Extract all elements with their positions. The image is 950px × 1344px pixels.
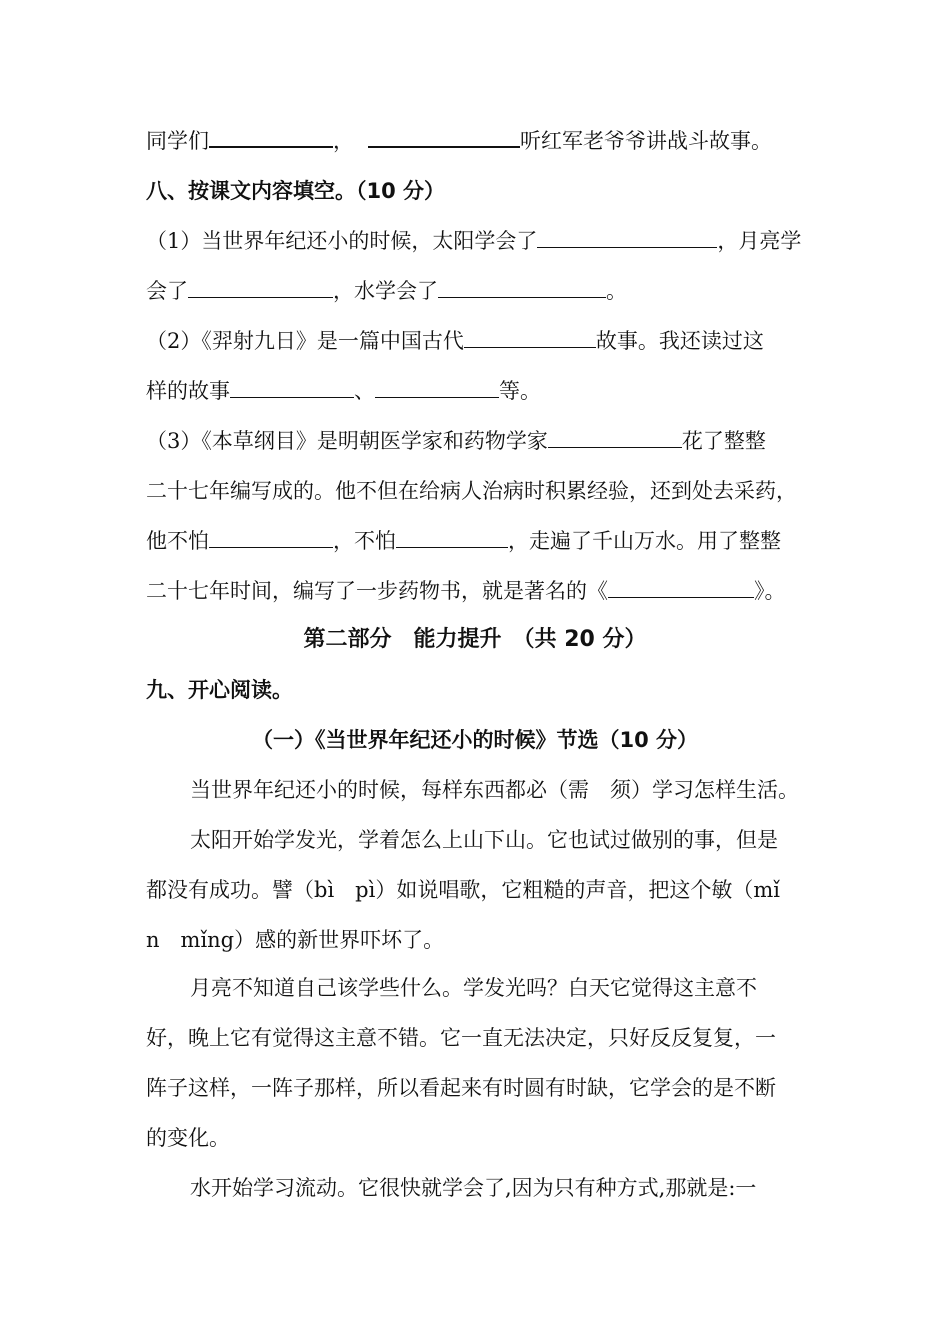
text-fragment: 。	[606, 279, 627, 303]
text-fragment: ，	[333, 129, 354, 153]
text-fragment: （3）《本草纲目》是明朝医学家和药物学家	[146, 429, 548, 453]
section-heading-8: 八、按课文内容填空。（10 分）	[146, 179, 446, 203]
answer-blank[interactable]	[396, 529, 508, 548]
answer-blank[interactable]	[608, 579, 754, 598]
text-fragment: （2）《羿射九日》是一篇中国古代	[146, 329, 464, 353]
text-line	[146, 276, 627, 306]
text-fragment: 同学们	[146, 129, 209, 153]
text-fragment: 样的故事	[146, 379, 230, 403]
question-1	[146, 226, 801, 256]
text-fragment: 听红军老爷爷讲战斗故事。	[520, 129, 772, 153]
text-fragment: ，走遍了千山万水。用了整整	[508, 529, 781, 553]
text-line	[146, 576, 786, 606]
paragraph-line: 月亮不知道自己该学些什么。学发光吗？白天它觉得这主意不	[190, 976, 757, 1000]
answer-blank[interactable]	[464, 329, 596, 348]
text-line	[146, 126, 772, 156]
answer-blank[interactable]	[375, 379, 499, 398]
text-fragment: 会了	[146, 279, 188, 303]
answer-blank[interactable]	[188, 279, 333, 298]
part-title: 第二部分 能力提升 （共 20 分）	[303, 627, 647, 652]
text-fragment: （1）当世界年纪还小的时候，太阳学会了	[146, 229, 538, 253]
answer-blank[interactable]	[230, 379, 354, 398]
question-3	[146, 426, 766, 456]
text-fragment: 二十七年时间，编写了一步药物书，就是著名的《	[146, 579, 608, 603]
answer-blank[interactable]	[209, 128, 333, 148]
paragraph-line: 当世界年纪还小的时候，每样东西都必（需 须）学习怎样生活。	[190, 778, 799, 802]
paragraph-line: 阵子这样，一阵子那样，所以看起来有时圆有时缺，它学会的是不断	[146, 1076, 776, 1100]
answer-blank[interactable]	[438, 279, 606, 298]
paragraph-line: 太阳开始学发光，学着怎么上山下山。它也试过做别的事，但是	[190, 828, 778, 852]
text-line	[146, 526, 781, 556]
section-heading-9: 九、开心阅读。	[146, 678, 293, 702]
answer-blank[interactable]	[548, 429, 682, 448]
paragraph-line: 水开始学习流动。它很快就学会了,因为只有种方式,那就是:一	[190, 1176, 757, 1200]
paragraph-line: 的变化。	[146, 1126, 230, 1150]
text-line: 二十七年编写成的。他不但在给病人治病时积累经验，还到处去采药，	[146, 479, 797, 503]
text-fragment: 花了整整	[681, 429, 766, 453]
text-fragment: ，不怕	[333, 529, 396, 553]
answer-blank[interactable]	[368, 128, 520, 148]
paragraph-line: 好，晚上它有觉得这主意不错。它一直无法决定，只好反反复复，一	[146, 1026, 776, 1050]
text-fragment: ，月亮学	[717, 229, 802, 253]
text-fragment: 》。	[754, 579, 786, 603]
paragraph-line: 都没有成功。譬（bì pì）如说唱歌，它粗糙的声音，把这个敏（mǐ	[146, 878, 780, 902]
question-2	[146, 326, 764, 356]
reading-subtitle: （一）《当世界年纪还小的时候》节选（10 分）	[251, 728, 699, 752]
text-fragment: 等。	[499, 379, 541, 403]
text-fragment: 、	[354, 379, 375, 403]
text-fragment: 故事。我还读过这	[595, 329, 764, 353]
paragraph-line: n mǐng）感的新世界吓坏了。	[146, 928, 445, 952]
text-fragment: 他不怕	[146, 529, 209, 553]
text-fragment: ，水学会了	[333, 279, 438, 303]
text-line	[146, 376, 541, 406]
answer-blank[interactable]	[537, 229, 717, 248]
answer-blank[interactable]	[209, 529, 333, 548]
